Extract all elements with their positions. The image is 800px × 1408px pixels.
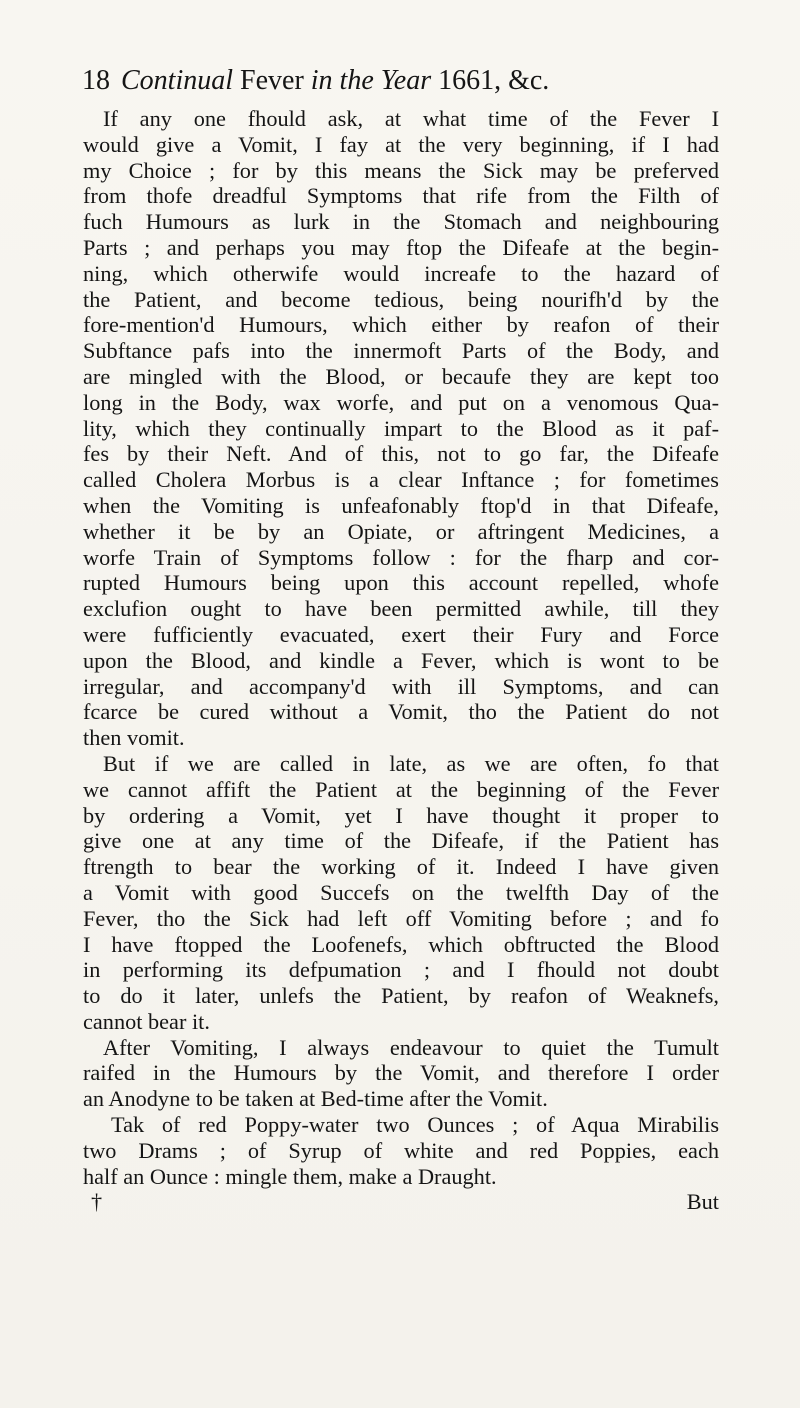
- text-line: to do it later, unlefs the Patient, by reafon of Weaknefs,: [83, 983, 719, 1009]
- text-line: upon the Blood, and kindle a Fever, which is wont to be: [83, 647, 719, 673]
- text-line: are mingled with the Blood, or becaufe they are kept too: [83, 363, 719, 389]
- body-text: [83, 106, 719, 1215]
- text-line: fcarce be cured without a Vomit, tho the Patient do not: [83, 699, 719, 725]
- page-number: 18: [82, 65, 110, 96]
- text-line: Parts ; and perhaps you may ftop the Difeafe at the begin-: [83, 234, 719, 260]
- text-line: then vomit.: [83, 725, 185, 751]
- header-title-part-3: in the Year: [310, 65, 432, 96]
- header-title-part-4: 1661,: [438, 65, 502, 96]
- text-line: If any one fhould ask, at what time of the Fever I: [103, 106, 719, 131]
- text-line: we cannot affift the Patient at the beginning of the Fever: [83, 776, 719, 802]
- footer-row: [83, 1189, 719, 1215]
- text-line: my Choice ; for by this means the Sick may be preferved: [83, 157, 719, 183]
- recipe-line: two Drams ; of Syrup of white and red Poppies, each: [83, 1137, 719, 1163]
- text-line: give one at any time of the Difeafe, if the Patient has: [83, 828, 719, 854]
- text-line: would give a Vomit, I fay at the very beginning, if I had: [83, 131, 719, 157]
- text-line: Subftance pafs into the innermoft Parts of the Body, and: [83, 338, 719, 364]
- header-title-part-5: &c.: [508, 65, 550, 96]
- text-line: fuch Humours as lurk in the Stomach and neighbouring: [83, 209, 719, 235]
- text-line: ftrength to bear the working of it. Indeed I have given: [83, 854, 719, 880]
- text-line: by ordering a Vomit, yet I have thought it proper to: [83, 802, 719, 828]
- text-line: irregular, and accompany'd with ill Symptoms, and can: [83, 673, 719, 699]
- text-line: worfe Train of Symptoms follow : for the fharp and cor-: [83, 544, 719, 570]
- text-line: I have ftopped the Loofenefs, which obftructed the Blood: [83, 931, 719, 957]
- catchword: But: [686, 1189, 719, 1215]
- text-line: After Vomiting, I always endeavour to quiet the Tumult: [103, 1034, 719, 1060]
- recipe-line: Tak of red Poppy-water two Ounces ; of Aqua Mirabilis: [111, 1112, 719, 1138]
- text-line: in performing its defpumation ; and I fhould not doubt: [83, 957, 719, 983]
- text-line: rupted Humours being upon this account repelled, whofe: [83, 570, 719, 596]
- text-line: But if we are called in late, as we are often, fo that: [103, 750, 719, 776]
- header-title-part-2: Fever: [240, 65, 304, 96]
- text-line: whether it be by an Opiate, or aftringent Medicines, a: [83, 518, 719, 544]
- text-line: fore-mention'd Humours, which either by reafon of their: [83, 312, 719, 338]
- text-line: ning, which otherwife would increafe to the hazard of: [83, 260, 719, 286]
- text-line: exclufion ought to have been permitted awhile, till they: [83, 596, 719, 622]
- text-line: raifed in the Humours by the Vomit, and therefore I order: [83, 1060, 719, 1086]
- text-line: lity, which they continually impart to the Blood as it paf-: [83, 415, 719, 441]
- text-line: the Patient, and become tedious, being nourifh'd by the: [83, 286, 719, 312]
- text-line: long in the Body, wax worfe, and put on a venomous Qua-: [83, 389, 719, 415]
- text-line: called Cholera Morbus is a clear Inftance ; for fometimes: [83, 467, 719, 493]
- running-header: [82, 66, 712, 96]
- header-title-part-1: Continual: [121, 65, 234, 96]
- text-line: Fever, tho the Sick had left off Vomiting before ; and fo: [83, 905, 719, 931]
- text-line: an Anodyne to be taken at Bed-time after the Vomit.: [83, 1086, 548, 1112]
- text-line: a Vomit with good Succefs on the twelfth Day of the: [83, 879, 719, 905]
- text-line: from thofe dreadful Symptoms that rife from the Filth of: [83, 183, 719, 209]
- text-line: were fufficiently evacuated, exert their Fury and Force: [83, 621, 719, 647]
- recipe-line: half an Ounce : mingle them, make a Draught.: [83, 1163, 497, 1189]
- text-line: when the Vomiting is unfeafonably ftop'd in that Difeafe,: [83, 492, 719, 518]
- text-line: fes by their Neft. And of this, not to go far, the Difeafe: [83, 441, 719, 467]
- text-line: cannot bear it.: [83, 1008, 210, 1034]
- dagger-mark: †: [91, 1189, 103, 1215]
